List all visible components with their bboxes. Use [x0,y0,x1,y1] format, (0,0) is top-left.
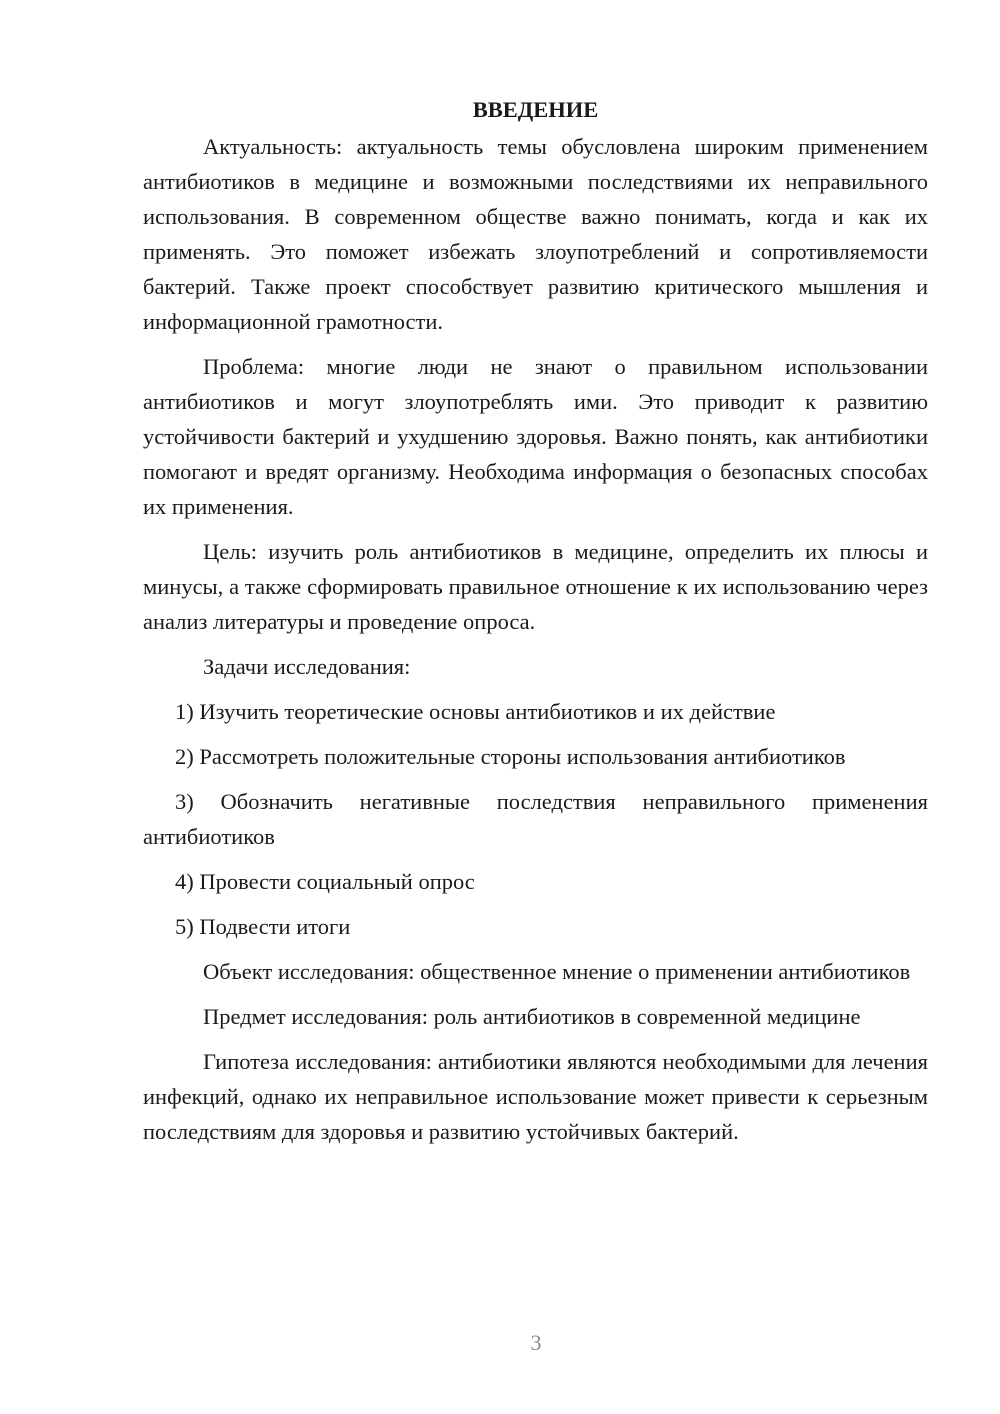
task-item-2: 2) Рассмотреть положительные стороны использования антибиотиков [175,744,846,769]
document-body [143,92,928,1159]
relevance-paragraph: Актуальность: актуальность темы обусловлена широким применением антибиотиков в медицине и возможными последствиями их неправильного использования. В современном обществе важно понимать, когда и как их применять. Это поможет избежать злоупотреблений и сопротивляемости бактерий. Также проект способствует развитию критического мышления и информационной грамотности. [143,134,928,334]
tasks-heading: Задачи исследования: [203,654,411,679]
page-title: ВВЕДЕНИЕ [472,97,599,122]
goal-paragraph: Цель: изучить роль антибиотиков в медицине, определить их плюсы и минусы, а также сформировать правильное отношение к их использованию через анализ литературы и проведение опроса. [143,539,928,634]
problem-paragraph: Проблема: многие люди не знают о правильном использовании антибиотиков и могут злоупотреблять ими. Это приводит к развитию устойчивости бактерий и ухудшению здоровья. Важно понять, как антибиотики помогают и вредят организму. Необходима информация о безопасных способах их применения. [143,354,928,519]
task-item-5: 5) Подвести итоги [175,914,351,939]
task-item-4: 4) Провести социальный опрос [175,869,475,894]
object-paragraph: Объект исследования: общественное мнение о применении антибиотиков [203,959,911,984]
hypothesis-paragraph: Гипотеза исследования: антибиотики являются необходимыми для лечения инфекций, однако их неправильное использование может привести к серьезным последствиям для здоровья и развитию устойчивых бактерий. [143,1049,928,1144]
task-item-1: 1) Изучить теоретические основы антибиотиков и их действие [175,699,776,724]
subject-paragraph: Предмет исследования: роль антибиотиков в современной медицине [203,1004,861,1029]
tasks-list [143,694,928,944]
page-number: 3 [530,1330,542,1355]
task-item-3: 3) Обозначить негативные последствия неправильного применения антибиотиков [143,789,928,849]
